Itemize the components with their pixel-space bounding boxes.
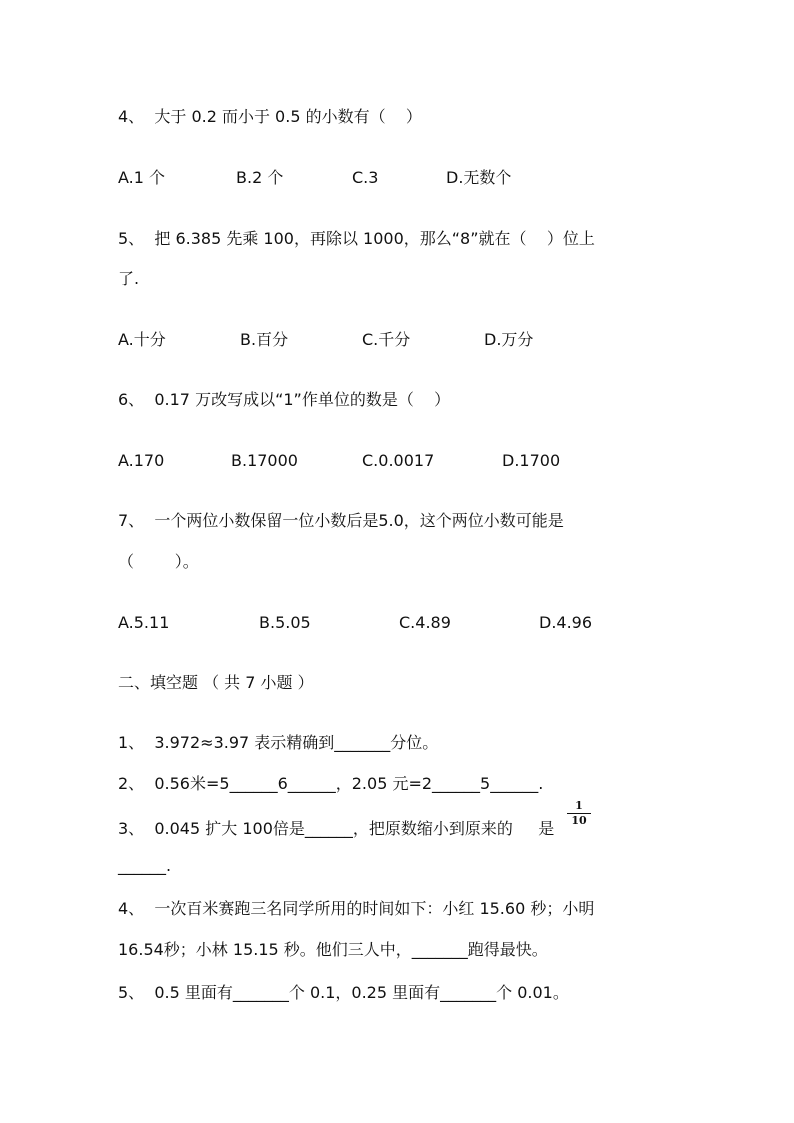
question-7-stem-line2: （ ）。 (118, 552, 199, 571)
option-b: B.17000 (231, 451, 298, 470)
option-c: C.千分 (362, 330, 411, 349)
option-d: D.万分 (484, 330, 534, 349)
option-d: D.无数个 (446, 168, 512, 187)
fraction-denominator: 10 (571, 814, 587, 827)
question-7-stem-line1: 7、 一个两位小数保留一位小数后是5.0，这个两位小数可能是 (118, 511, 564, 530)
question-5-stem-line2: 了. (118, 269, 140, 288)
option-b: B.5.05 (259, 613, 311, 632)
fill-question-1: 1、 3.972≈3.97 表示精确到_______分位。 (118, 733, 439, 752)
option-a: A.170 (118, 451, 165, 470)
question-5-stem-line1: 5、 把 6.385 先乘 100，再除以 1000，那么“8”就在（ ）位上 (118, 229, 595, 248)
option-a: A.1 个 (118, 168, 166, 187)
section-heading: 二、填空题 （ 共 7 小题 ） (118, 673, 314, 692)
fill-question-4-line1: 4、 一次百米赛跑三名同学所用的时间如下：小红 15.60 秒；小明 (118, 899, 595, 918)
question-6-stem: 6、 0.17 万改写成以“1”作单位的数是（ ） (118, 390, 451, 409)
fraction-one-tenth (567, 800, 591, 827)
fill-question-3-line2: ______. (118, 856, 172, 875)
fill-question-3-line1: 3、 0.045 扩大 100倍是______，把原数缩小到原来的 是 (118, 819, 555, 838)
option-b: B.百分 (240, 330, 289, 349)
fraction-numerator: 1 (567, 800, 591, 814)
option-a: A.5.11 (118, 613, 170, 632)
option-a: A.十分 (118, 330, 166, 349)
option-c: C.4.89 (399, 613, 451, 632)
fill-question-2: 2、 0.56米=5______6______，2.05 元=2______5______. (118, 774, 544, 793)
option-d: D.4.96 (539, 613, 593, 632)
question-4-stem: 4、 大于 0.2 而小于 0.5 的小数有（ ） (118, 107, 422, 126)
option-d: D.1700 (502, 451, 561, 470)
fill-question-5: 5、 0.5 里面有_______个 0.1，0.25 里面有_______个 0.01。 (118, 983, 569, 1002)
option-b: B.2 个 (236, 168, 284, 187)
fill-question-4-line2: 16.54秒；小林 15.15 秒。他们三人中，_______跑得最快。 (118, 940, 548, 959)
option-c: C.3 (352, 168, 379, 187)
option-c: C.0.0017 (362, 451, 435, 470)
